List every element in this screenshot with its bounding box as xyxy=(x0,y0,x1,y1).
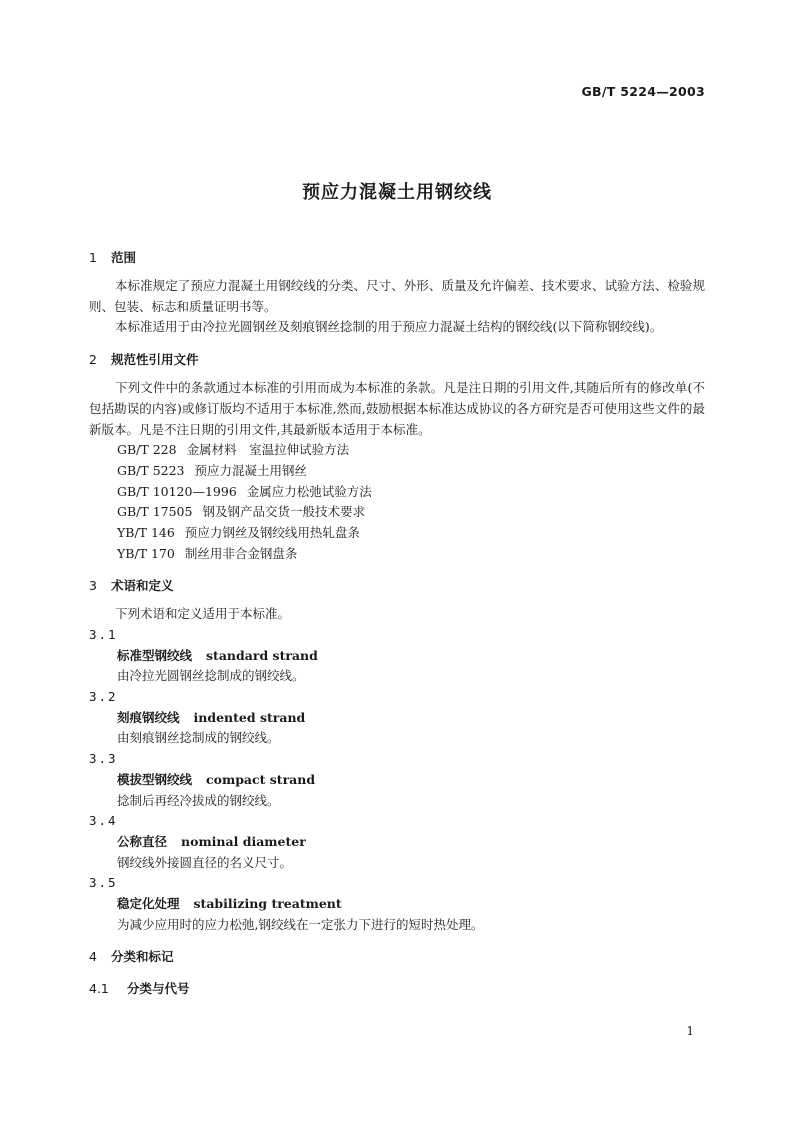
section-title: 分类和标记 xyxy=(111,949,174,965)
term-heading xyxy=(89,646,705,667)
term-zh: 稳定化处理 xyxy=(117,895,180,911)
term-zh: 公称直径 xyxy=(117,833,168,849)
reference-item xyxy=(89,523,705,544)
term-definition: 捻制后再经冷拔成的钢绞线。 xyxy=(117,792,280,808)
reference-name: 钢及钢产品交货一般技术要求 xyxy=(202,504,365,520)
section-heading xyxy=(89,248,705,268)
section-number: 2 xyxy=(89,352,97,368)
reference-item xyxy=(89,544,705,565)
section-heading xyxy=(89,947,705,967)
term-en: stabilizing treatment xyxy=(193,895,342,911)
term-number: 3.5 xyxy=(89,875,118,891)
term-zh: 标准型钢绞线 xyxy=(117,647,193,663)
term-definition: 为减少应用时的应力松弛,钢绞线在一定张力下进行的短时热处理。 xyxy=(117,916,484,932)
reference-item xyxy=(89,440,705,461)
standard-code: GB/T 5224—2003 xyxy=(581,84,705,99)
term-number: 3.1 xyxy=(89,627,118,643)
section-number: 3 xyxy=(89,578,97,594)
paragraph: 本标准适用于由冷拉光圆钢丝及刻痕钢丝捻制的用于预应力混凝土结构的钢绞线(以下简称钢绞线)。 xyxy=(115,319,663,335)
term-heading xyxy=(89,832,705,853)
paragraph: 下列文件中的条款通过本标准的引用而成为本标准的条款。凡是注日期的引用文件,其随后所有的修改单(不包括勘误的内容)或修订版均不适用于本标准,然而,鼓励根据本标准达成协议的各方研究是否可使用这些文件的最新版本。凡是不注日期的引用文件,其最新版本适用于本标准。 xyxy=(89,380,705,437)
reference-code: GB/T 228 xyxy=(117,442,177,458)
term-definition: 钢绞线外接圆直径的名义尺寸。 xyxy=(117,854,293,870)
term-definition: 由刻痕钢丝捻制成的钢绞线。 xyxy=(117,730,280,746)
term-number: 3.2 xyxy=(89,689,118,705)
term-zh: 刻痕钢绞线 xyxy=(117,709,180,725)
section-title: 范围 xyxy=(111,250,137,265)
term-zh: 模拔型钢绞线 xyxy=(117,771,193,787)
term-number: 3.4 xyxy=(89,813,118,829)
page-number: 1 xyxy=(686,1024,694,1038)
section-title: 规范性引用文件 xyxy=(111,352,199,368)
subsection-number: 4.1 xyxy=(89,981,109,997)
term-heading xyxy=(89,770,705,791)
paragraph: 下列术语和定义适用于本标准。 xyxy=(115,606,291,622)
term-en: indented strand xyxy=(193,709,306,725)
reference-name: 金属应力松弛试验方法 xyxy=(246,483,372,499)
term-en: compact strand xyxy=(206,771,316,787)
term-en: standard strand xyxy=(206,647,318,663)
reference-item xyxy=(89,502,705,523)
section-number: 4 xyxy=(89,949,97,965)
reference-name: 制丝用非合金钢盘条 xyxy=(184,545,298,561)
document-body xyxy=(89,248,705,999)
term-number: 3.3 xyxy=(89,751,118,767)
section-number: 1 xyxy=(89,250,97,265)
reference-code: GB/T 10120—1996 xyxy=(117,483,237,499)
term-en: nominal diameter xyxy=(181,833,306,849)
subsection-heading xyxy=(89,979,705,999)
term-heading xyxy=(89,894,705,915)
section-heading xyxy=(89,350,705,370)
reference-name: 金属材料 室温拉伸试验方法 xyxy=(186,442,350,458)
subsection-title: 分类与代号 xyxy=(127,981,190,997)
reference-name: 预应力钢丝及钢绞线用热轧盘条 xyxy=(184,524,360,540)
reference-code: YB/T 146 xyxy=(117,524,175,540)
term-definition: 由冷拉光圆钢丝捻制成的钢绞线。 xyxy=(117,668,305,684)
reference-code: GB/T 17505 xyxy=(117,504,193,520)
reference-code: YB/T 170 xyxy=(117,545,175,561)
term-heading xyxy=(89,708,705,729)
reference-item xyxy=(89,482,705,503)
section-heading xyxy=(89,576,705,596)
paragraph: 本标准规定了预应力混凝土用钢绞线的分类、尺寸、外形、质量及允许偏差、技术要求、试验方法、检验规则、包装、标志和质量证明书等。 xyxy=(89,278,705,314)
document-title: 预应力混凝土用钢绞线 xyxy=(302,182,492,203)
reference-item xyxy=(89,461,705,482)
section-title: 术语和定义 xyxy=(111,578,174,594)
reference-name: 预应力混凝土用钢丝 xyxy=(194,462,308,478)
reference-code: GB/T 5223 xyxy=(117,462,185,478)
